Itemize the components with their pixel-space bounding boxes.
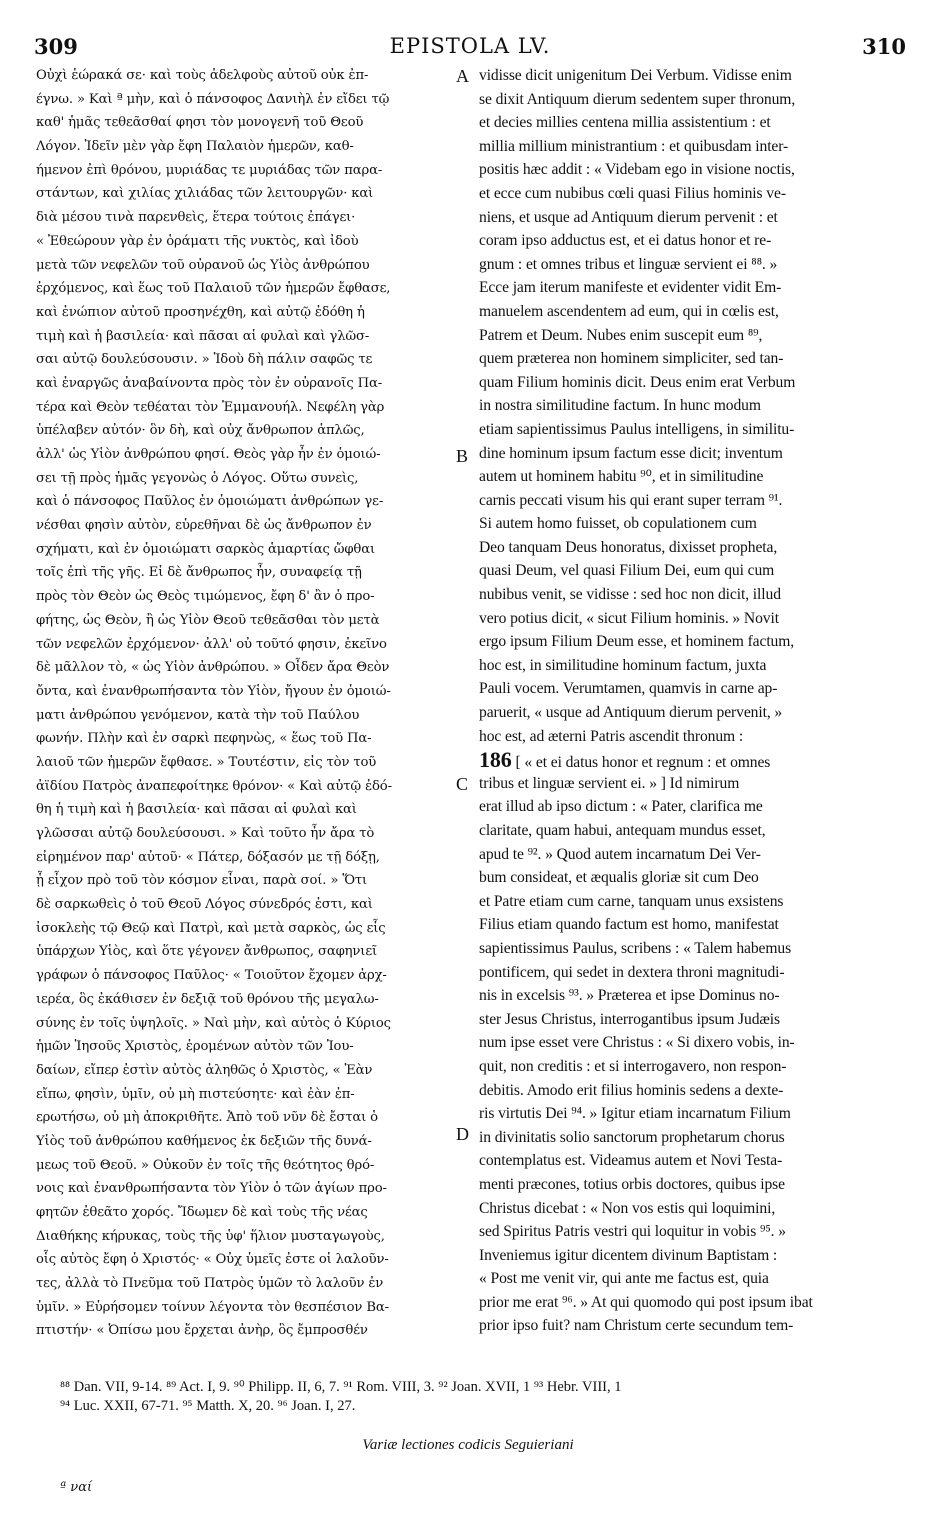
latin-text-line: sapientissimus Paulus, scribens : « Talem habemus [479,939,792,957]
latin-text-line: quam Filium hominis dicit. Deus enim erat Verbum [479,373,796,391]
margin-marker-c: C [456,774,469,794]
latin-text-line: « Post me venit vir, qui ante me factus est, quia [479,1270,769,1288]
greek-text-line: τιμὴ καὶ ἡ βασιλεία· καὶ πᾶσαι αἱ φυλαὶ καὶ γλῶσ- [36,328,370,344]
greek-text-line: εἴπω, φησὶν, ὑμῖν, οὐ μὴ πιστεύσητε· καὶ ἐὰν ἐπ- [36,1086,355,1102]
latin-text-line: ris virtutis Dei ⁹⁴. » Igitur etiam incarnatum Filium [479,1105,791,1123]
greek-text-line: μετὰ τῶν νεφελῶν τοῦ οὐρανοῦ ὡς Υἱὸς ἀνθρώπου [36,257,370,273]
greek-text-line: τοῖς ἐπὶ τῆς γῆς. Εἰ δὲ ἄνθρωπος ἦν, συναφείᾳ τῇ [36,565,362,581]
margin-marker-a: A [456,66,469,86]
greek-text-line: « Ἐθεώρουν γὰρ ἐν ὁράματι τῆς νυκτὸς, καὶ ἰδοὺ [36,233,359,249]
latin-text-line: in divinitatis solio sanctorum prophetarum chorus [479,1128,785,1146]
latin-text-line: etiam sapientissimus Paulus intelligens, in similitu- [479,420,795,438]
latin-text-line: debitis. Amodo erit filius hominis sedens a dexte- [479,1081,784,1099]
latin-text-line: nis in excelsis ⁹³. » Præterea et ipse Dominus no- [479,987,780,1005]
greek-text-line: καὶ ὁ πάνσοφος Παῦλος ἐν ὁμοιώματι ἀνθρώπων γε- [36,494,384,510]
greek-text-line: ἡμῶν Ἰησοῦς Χριστὸς, ἐρομένων αὐτὸν τῶν Ἰου- [36,1039,354,1055]
footnote-line: ⁹⁴ Luc. XXII, 67-71. ⁹⁵ Matth. X, 20. ⁹⁶ Joan. I, 27. [60,1398,356,1414]
greek-text-line: ιερέα, ὃς ἐκάθισεν ἐν δεξιᾷ τοῦ θρόνου τῆς μεγαλω- [36,991,379,1007]
latin-text-line: erat illud ab ipso dictum : « Pater, clarifica me [479,798,763,816]
page-number-left: 309 [34,34,78,59]
latin-text-line: in nostra similitudine factum. In hunc modum [479,397,761,415]
latin-text-line: Inveniemus igitur dicentem divinum Baptistam : [479,1246,778,1264]
greek-text-line: σχήματι, καὶ ἐν ὁμοιώματι σαρκὸς ἁμαρτίας ὤφθαι [36,541,375,557]
greek-text-line: δὲ σαρκωθεὶς ὁ τοῦ Θεοῦ Λόγος σύνεδρός ἐστι, καὶ [36,897,373,913]
column-number: 186 [479,748,512,772]
greek-text-line: ερωτήσω, οὐ μὴ ἀποκριθῆτε. Ἀπὸ τοῦ νῦν δὲ ἔσται ὁ [36,1110,378,1126]
greek-text-line: πρὸς τὸν Θεὸν ὡς Θεὸς τιμώμενος, ἔφη δ' ἂν ὁ προ- [36,589,375,605]
latin-text-line: vidisse dicit unigenitum Dei Verbum. Vidisse enim [479,67,792,84]
greek-column [36,64,454,1343]
latin-column [479,64,905,1338]
greek-text-line: φωνήν. Πλὴν καὶ ἐν σαρκὶ πεφηνὼς, « ἕως τοῦ Πα- [36,731,372,747]
greek-text-line: μεως τοῦ Θεοῦ. » Οὐκοῦν ἐν τοῖς τῆς θεότητος θρό- [36,1157,375,1173]
latin-text-line: et decies millies centena millia assistentium : et [479,114,771,132]
latin-text-line: bum consideat, et æqualis gloriæ sit cum Deo [479,869,759,887]
footnotes [60,1378,910,1416]
greek-text-line: δὲ μᾶλλον τὸ, « ὡς Υἱὸν ἀνθρώπου. » Οἶδεν ἄρα Θεὸν [36,660,390,676]
greek-text-line: καθ' ἡμᾶς τεθεᾶσθαί φησι τὸν μονογενῆ τοῦ Θεοῦ [36,115,364,131]
greek-text-line: ὑπέλαβεν αὐτόν· ὃν δὴ, καὶ οὐχ ἄνθρωπον ἁπλῶς, [36,423,365,439]
latin-text-line: paruerit, « usque ad Antiquum dierum pervenit, » [479,704,783,722]
latin-text-line: contemplatus est. Videamus autem et Novi Testa- [479,1152,783,1170]
latin-text-line: nubibus venit, se vidisse : sed hoc non dicit, illud [479,586,781,604]
latin-text-line: Deo tanquam Deus honoratus, dixisset propheta, [479,538,778,556]
latin-text-line: hoc est, in similitudine hominum factum, juxta [479,656,767,674]
latin-text-line: ergo ipsum Filium Deum esse, et hominem factum, [479,633,795,651]
latin-text-line: prior ipso fuit? nam Christum certe secundum tem- [479,1317,794,1335]
greek-text-line: ματι ἀνθρώπου γενόμενον, κατὰ τὴν τοῦ Παύλου [36,707,360,723]
latin-text-line: Filius etiam quando factum est homo, manifestat [479,916,779,934]
greek-text-line: Λόγον. Ἰδεῖν μὲν γὰρ ἔφη Παλαιὸν ἡμερῶν, καθ- [36,139,354,155]
variae-lectiones-note: ª ναί [60,1480,93,1495]
latin-text-line: menti præcones, totius orbis doctores, quibus ipse [479,1175,785,1193]
latin-text-line: Patrem et Deum. Nubes enim suscepit eum ⁸⁹, [479,326,763,344]
latin-text-line: tribus et linguæ servient ei. » ] Id nimirum [479,774,740,792]
latin-text-line: num ipse esset vere Christus : « Si dixero vobis, in- [479,1034,795,1052]
latin-text-line: dine hominum ipsum factum esse dicit; inventum [479,444,783,462]
greek-text-line: σαι αὐτῷ δουλεύσουσιν. » Ἰδοὺ δὴ πάλιν σαφῶς τε [36,352,373,368]
latin-text-segment: [ « et ei datus honor et regnum : et omnes [515,754,771,772]
greek-text-line: Διαθήκης κήρυκας, τοὺς τῆς ὑφ' ἥλιον μυσταγωγοὺς, [36,1228,385,1244]
greek-text-line: ὑπάρχων Υἱὸς, καὶ ὅτε γέγονεν ἄνθρωπος, σαφηνιεῖ [36,944,378,960]
running-title: EPISTOLA LV. [389,34,551,58]
latin-text-line: vero potius dicit, « sicut Filium hominis. » Novit [479,609,779,627]
greek-text-line: εἰρημένον παρ' αὐτοῦ· « Πάτερ, δόξασόν με τῇ δόξῃ, [36,849,380,865]
greek-text-line: καὶ ἐναργῶς ἀναβαίνοντα πρὸς τὸν ἐν οὐρανοῖς Πα- [36,375,383,391]
margin-marker-d: D [456,1124,469,1144]
latin-text-line: et Patre etiam cum carne, tanquam unus exsistens [479,892,784,910]
latin-text-line: quit, non creditis : et si interrogavero, non respon- [479,1057,787,1075]
greek-text-line: νοις καὶ ἐνανθρωπήσαντα τὸν Υἱὸν ὁ τῶν ἁγίων προ- [36,1181,387,1197]
greek-text-line: γλῶσσαι αὐτῷ δουλεύσουσι. » Καὶ τοῦτο ἦν ἄρα τὸ [36,826,375,841]
latin-text-line: Si autem homo fuisset, ob copulationem cum [479,515,757,533]
latin-text-line: manuelem ascendentem ad eum, qui in cœlis est, [479,302,779,320]
greek-text-line: έγνω. » Καὶ ª μὴν, καὶ ὁ πάνσοφος Δανιὴλ ἐν εἴδει τῷ [36,91,390,107]
footnote-line: ⁸⁸ Dan. VII, 9-14. ⁸⁹ Act. I, 9. ⁹⁰ Philipp. II, 6, 7. ⁹¹ Rom. VIII, 3. ⁹² Joan. XVII, 1 ⁹³ Hebr. VIII, 1 [60,1379,622,1395]
latin-text-line: ster Jesus Christus, interrogantibus ipsum Judæis [479,1010,780,1028]
greek-text-line: ἀϊδίου Πατρὸς ἀναπεφοίτηκε θρόνον· « Καὶ αὐτῷ ἐδό- [36,778,392,794]
latin-text-line [479,748,905,772]
latin-text-line: gnum : et omnes tribus et linguæ servient ei ⁸⁸. » [479,255,778,273]
greek-text-line: ἰσοκλεὴς τῷ Θεῷ καὶ Πατρὶ, καὶ μετὰ σαρκὸς, ὡς εἷς [36,920,386,936]
latin-text-line: quem præterea non hominem simpliciter, sed tan- [479,350,784,368]
latin-text-line: prior me erat ⁹⁶. » At qui quomodo qui post ipsum ibat [479,1293,813,1311]
latin-text-line: millia millium ministrantium : et quibusdam inter- [479,137,789,155]
latin-text-line: Christus dicebat : « Non vos estis qui loquimini, [479,1199,776,1217]
latin-text-line: se dixit Antiquum dierum sedentem super thronum, [479,90,796,108]
greek-text-line: ήμενον ἐπὶ θρόνου, μυριάδας τε μυριάδας τῶν παρα- [36,162,383,178]
greek-text-line: ἀλλ' ὡς Υἱὸν ἀνθρώπου φησί. Θεὸς γὰρ ἦν ἐν ὁμοιώ- [36,447,381,462]
greek-text-line: ὑμῖν. » Εὑρήσομεν τοίνυν λέγοντα τὸν θεσπέσιον Βα- [36,1299,389,1315]
greek-text-line: γράφων ὁ πάνσοφος Παῦλος· « Τοιοῦτον ἔχομεν ἀρχ- [36,968,387,984]
greek-text-line: φήτης, ὡς Θεὸν, ἢ ὡς Υἱὸν Θεοῦ τεθεᾶσθαι τὸν μετὰ [36,612,380,628]
greek-text-line: δαίων, εἴπερ ἐστὶν αὐτὸς ἀληθῶς ὁ Χριστὸς, « Ἐὰν [36,1062,373,1078]
page-header [34,34,906,64]
greek-text-line: σει τῇ πρὸς ἡμᾶς γεγονὼς ὁ Λόγος. Οὕτω συνεὶς, [36,470,359,486]
greek-text-line: φητῶν ἐθεᾶτο χορός. Ἴδωμεν δὲ καὶ τοὺς τῆς νέας [36,1205,368,1220]
latin-text-line: coram ipso adductus est, et ei datus honor et re- [479,232,772,250]
latin-text-line: autem ut hominem habitu ⁹⁰, et in similitudine [479,468,764,486]
latin-text-line: pontificem, qui sedet in dextera throni magnitudi- [479,963,785,981]
greek-text-line: στάντων, καὶ χιλίας χιλιάδας τῶν λειτουργῶν· καὶ [36,186,374,202]
latin-text-line: carnis peccati visum his qui erant super terram ⁹¹. [479,491,783,509]
greek-text-line: ἐρχόμενος, καὶ ἕως τοῦ Παλαιοῦ τῶν ἡμερῶν ἔφθασε, [36,281,391,297]
latin-text-line: apud te ⁹². » Quod autem incarnatum Dei Ver- [479,845,761,863]
greek-text-line: οἷς αὐτὸς ἔφη ὁ Χριστός· « Οὐχ ὑμεῖς ἐστε οἱ λαλοῦν- [36,1252,389,1268]
latin-text-line: Ecce jam iterum manifeste et evidenter vidit Em- [479,279,782,297]
latin-text-line: positis hæc addit : « Videbam ego in visione noctis, [479,161,795,179]
greek-text-line: λαιοῦ τῶν ἡμερῶν ἔφθασε. » Τουτέστιν, εἰς τὸν τοῦ [36,754,377,770]
latin-text-line: et ecce cum nubibus cœli quasi Filius hominis ve- [479,184,786,202]
greek-text-line: νέσθαι φησὶν αὐτὸν, εὑρεθῆναι δὲ ὡς ἄνθρωπον ἐν [36,518,372,534]
latin-text-line: hoc est, ad æterni Patris ascendit thronum : [479,727,744,745]
latin-text-line: Pauli vocem. Verumtamen, quamvis in carne ap- [479,680,778,698]
greek-text-line: τες, ἀλλὰ τὸ Πνεῦμα τοῦ Πατρὸς ὑμῶν τὸ λαλοῦν ἐν [36,1276,384,1292]
greek-text-line: πτιστήν· « Ὀπίσω μου ἔρχεται ἀνὴρ, ὃς ἔμπροσθέν [36,1323,368,1339]
greek-text-line: τέρα καὶ Θεὸν τεθέαται τὸν Ἐμμανουήλ. Νεφέλη γὰρ [36,399,385,415]
greek-text-line: Υἱὸς τοῦ ἀνθρώπου καθήμενος ἐκ δεξιῶν τῆς δυνά- [36,1133,372,1149]
variae-lectiones-title: Variæ lectiones codicis Seguieriani [362,1437,574,1453]
page-number-right: 310 [862,34,906,59]
latin-text-line: claritate, quam habui, antequam mundus esset, [479,822,766,839]
greek-text-line: καὶ ἐνώπιον αὐτοῦ προσηνέχθη, καὶ αὐτῷ ἐδόθη ἡ [36,304,365,320]
latin-text-line: niens, et usque ad Antiquum dierum pervenit : et [479,208,778,226]
greek-text-line: θη ἡ τιμὴ καὶ ἡ βασιλεία· καὶ πᾶσαι αἱ φυλαὶ καὶ [36,802,357,818]
greek-text-line: Οὐχὶ ἑώρακά σε· καὶ τοὺς ἀδελφοὺς αὐτοῦ οὐκ ἐπ- [36,68,369,83]
greek-text-line: ᾗ εἶχον πρὸ τοῦ τὸν κόσμον εἶναι, παρὰ σοί. » Ὅτι [36,873,368,889]
latin-text-line: quasi Deum, vel quasi Filium Dei, eum qui cum [479,562,775,580]
greek-text-line: σύνης ἐν τοῖς ὑψηλοῖς. » Ναὶ μὴν, καὶ αὐτὸς ὁ Κύριος [36,1015,391,1031]
latin-text-line: sed Spiritus Patris vestri qui loquitur in vobis ⁹⁵. » [479,1223,786,1241]
greek-text-line: διὰ μέσου τινὰ παρενθεὶς, ἕτερα τούτοις ἐπάγει· [36,210,356,226]
margin-marker-b: B [456,446,469,466]
greek-text-line: τῶν νεφελῶν ἐρχόμενον· ἀλλ' οὐ τοῦτό φησιν, ἐκεῖνο [36,636,387,652]
greek-text-line: ὄντα, καὶ ἐνανθρωπήσαντα τὸν Υἱὸν, ἤγουν ἐν ὁμοιώ- [36,683,391,699]
